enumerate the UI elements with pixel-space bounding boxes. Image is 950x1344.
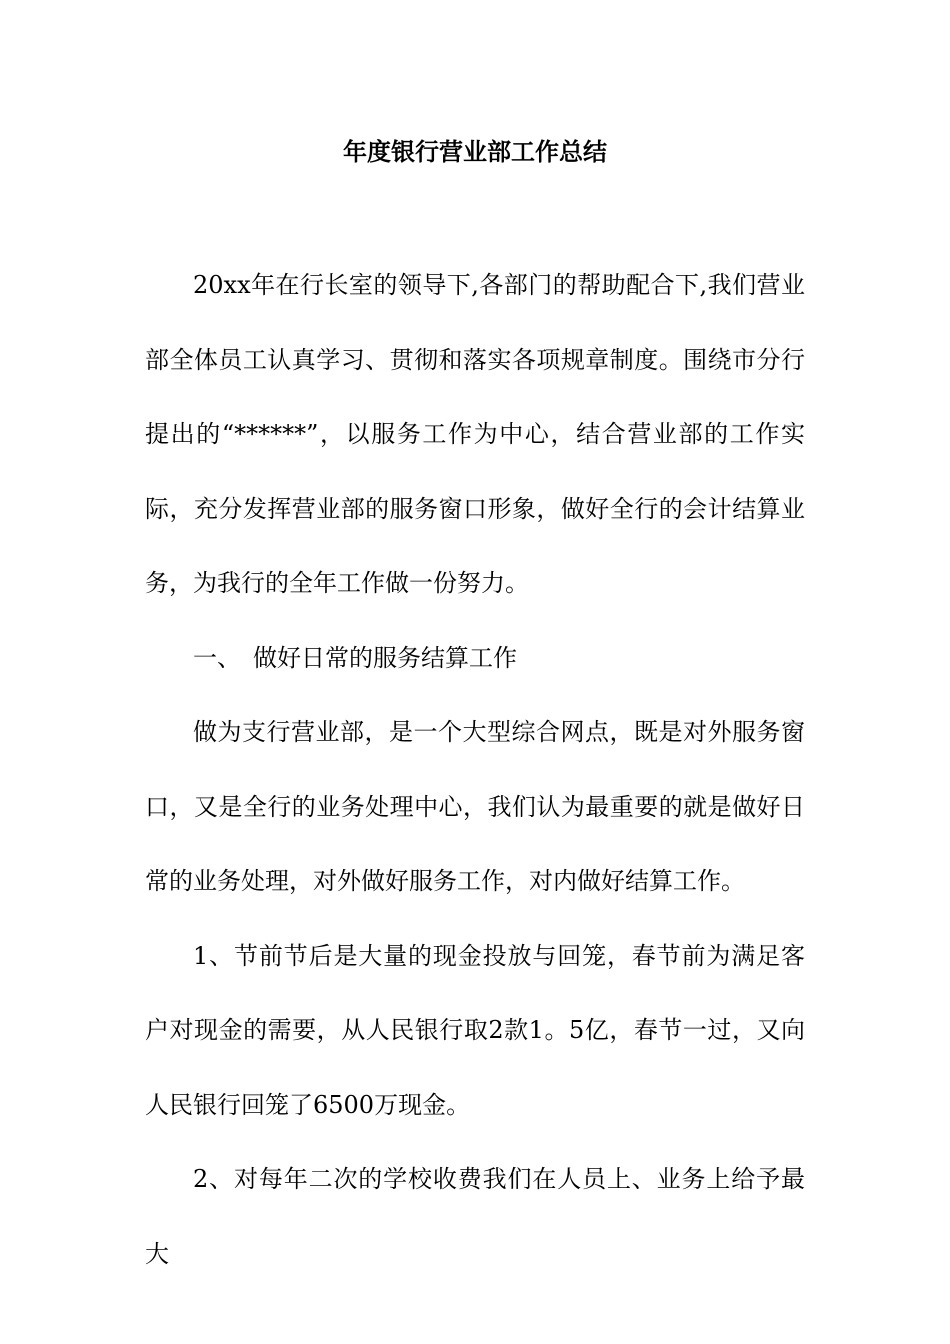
section-heading-text: 做好日常的服务结算工作 [253, 643, 517, 672]
section-number: 一、 [193, 643, 241, 672]
document-body [145, 248, 805, 1291]
section-intro-paragraph: 做为支行营业部，是一个大型综合网点，既是对外服务窗口，又是全行的业务处理中心，我们认为最重要的就是做好日常的业务处理，对外做好服务工作，对内做好结算工作。 [145, 718, 805, 895]
intro-paragraph: 20xx年在行长室的领导下,各部门的帮助配合下,我们营业部全体员工认真学习、贯彻和落实各项规章制度。围绕市分行提出的“******”，以服务工作为中心，结合营业部的工作实际，充分发挥营业部的服务窗口形象，做好全行的会计结算业务，为我行的全年工作做一份努力。 [145, 271, 805, 597]
list-item-2: 2、对每年二次的学校收费我们在人员上、业务上给予最大 [145, 1165, 805, 1268]
document-title: 年度银行营业部工作总结 [343, 138, 607, 166]
list-item-1: 1、节前节后是大量的现金投放与回笼，春节前为满足客户对现金的需要，从人民银行取2款1。5亿，春节一过，又向人民银行回笼了6500万现金。 [145, 941, 805, 1119]
section-heading [145, 621, 805, 696]
